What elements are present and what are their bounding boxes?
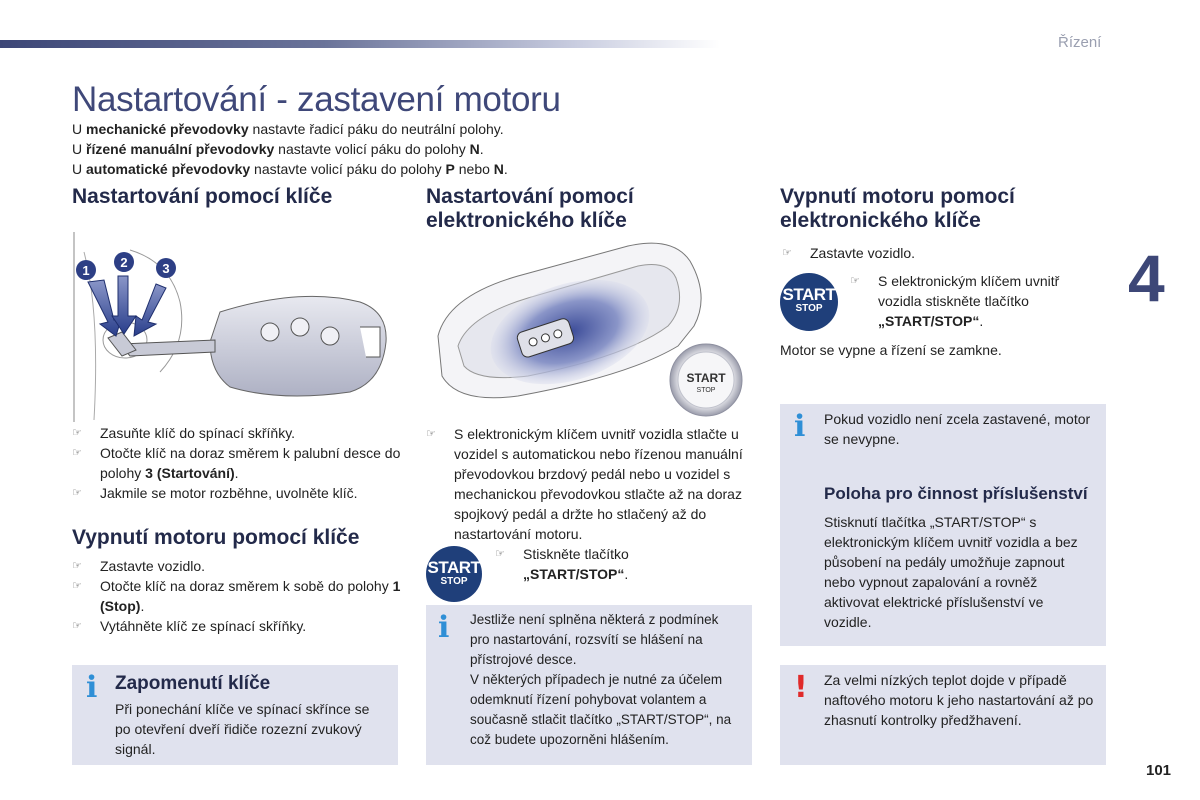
info-icon: ℹ xyxy=(86,670,98,705)
press-start-stop-step xyxy=(495,544,695,584)
ekey-start-heading: Nastartování pomocí elektronického klíče xyxy=(426,185,634,232)
intro-line: U řízené manuální převodovky nastavte volicí páku do polohy N. xyxy=(72,141,484,157)
intro-text xyxy=(72,119,508,179)
info-icon: ℹ xyxy=(438,610,450,645)
section-header: Řízení xyxy=(1058,34,1102,51)
list-item: ☞ Zastavte vozidlo. xyxy=(782,243,1102,263)
accessory-mode-subheading: Poloha pro činnost příslušenství xyxy=(824,484,1088,503)
info-icon: ℹ xyxy=(794,409,806,444)
key-stop-steps xyxy=(72,556,402,636)
page-title: Nastartování - zastavení motoru xyxy=(72,80,561,119)
intro-line: U automatické převodovky nastavte volicí páku do polohy P nebo N. xyxy=(72,161,508,177)
start-stop-button-icon: START STOP xyxy=(780,273,838,331)
intro-line: U mechanické převodovky nastavte řadicí páku do neutrální polohy. xyxy=(72,121,504,137)
list-item: ☞ Zasuňte klíč do spínací skříňky. xyxy=(72,423,402,443)
marker-label: 2 xyxy=(120,255,128,270)
list-item: ☞ Vytáhněte klíč ze spínací skříňky. xyxy=(72,616,402,636)
start-conditions-info-box xyxy=(426,605,752,765)
list-item: ☞ S elektronickým klíčem uvnitř vozidla stlačte u vozidel s automatickou nebo řízenou manuální převodovkou brzdový pedál nebo u vozidel s mechanickou převodovkou stlačte až na doraz spojkový pedál a držte ho stlačený až do nastartování motoru. xyxy=(426,424,756,544)
engine-stop-result: Motor se vypne a řízení se zamkne. xyxy=(780,342,1002,358)
info-text: Pokud vozidlo není zcela zastavené, motor se nevypne. xyxy=(824,411,1091,447)
chapter-number: 4 xyxy=(1128,241,1165,315)
ekey-start-steps xyxy=(426,424,756,544)
accessory-mode-info-box xyxy=(780,404,1106,646)
list-item: ☞ S elektronickým klíčem uvnitř vozidla stiskněte tlačítko „START/STOP“. xyxy=(850,271,1090,331)
marker-label: 1 xyxy=(82,263,90,278)
list-item: ☞ Zastavte vozidlo. xyxy=(72,556,402,576)
ekey-stop-step-2 xyxy=(850,271,1090,331)
illustration-start-label: START xyxy=(686,371,726,385)
key-start-steps xyxy=(72,423,402,503)
list-item: ☞ Otočte klíč na doraz směrem k sobě do polohy 1 (Stop). xyxy=(72,576,402,616)
info-text: Jestliže není splněna některá z podmínek pro nastartování, rozsvítí se hlášení na přístrojové desce. V některých případech je nutné za účelem odemknutí řízení pohybovat volantem a současně stlačit tlačítko „START/STOP“, na což budete upozorněni hlášením. xyxy=(470,612,732,747)
list-item: ☞ Otočte klíč na doraz směrem k palubní desce do polohy 3 (Startování). xyxy=(72,443,402,483)
car-electronic-key-illustration xyxy=(428,236,758,422)
cold-weather-warning-box xyxy=(780,665,1106,765)
header-decorative-bar xyxy=(0,40,720,48)
illustration-stop-label: STOP xyxy=(696,387,716,394)
list-item: ☞ Stiskněte tlačítko „START/STOP“. xyxy=(495,544,695,584)
forgotten-key-box xyxy=(72,665,398,765)
start-stop-button-icon: START STOP xyxy=(426,546,482,602)
ignition-key-illustration xyxy=(70,232,400,422)
key-start-heading: Nastartování pomocí klíče xyxy=(72,185,333,208)
page-number: 101 xyxy=(1146,762,1172,779)
warning-text: Za velmi nízkých teplot dojde v případě naftového motoru k jeho nastartování až po zhasnutí kontrolky předžhavení. xyxy=(824,672,1094,728)
list-item: ☞ Jakmile se motor rozběhne, uvolněte klíč. xyxy=(72,483,402,503)
forgotten-key-text: Při ponechání klíče ve spínací skřínce se po otevření dveří řidiče rozezní zvukový signál. xyxy=(115,701,370,757)
ekey-stop-heading: Vypnutí motoru pomocí elektronického klíče xyxy=(780,185,1015,232)
key-stop-heading: Vypnutí motoru pomocí klíče xyxy=(72,526,360,549)
ekey-stop-step-1 xyxy=(782,243,1102,263)
accessory-mode-text: Stisknutí tlačítka „START/STOP“ s elektronickým klíčem uvnitř vozidla a bez působení na pedály umožňuje zapnout nebo vypnout zapalování a rovněž aktivovat elektrické příslušenství ve vozidle. xyxy=(824,514,1078,630)
forgotten-key-title: Zapomenutí klíče xyxy=(115,673,271,694)
marker-label: 3 xyxy=(162,261,170,276)
warning-icon: ! xyxy=(794,670,808,705)
